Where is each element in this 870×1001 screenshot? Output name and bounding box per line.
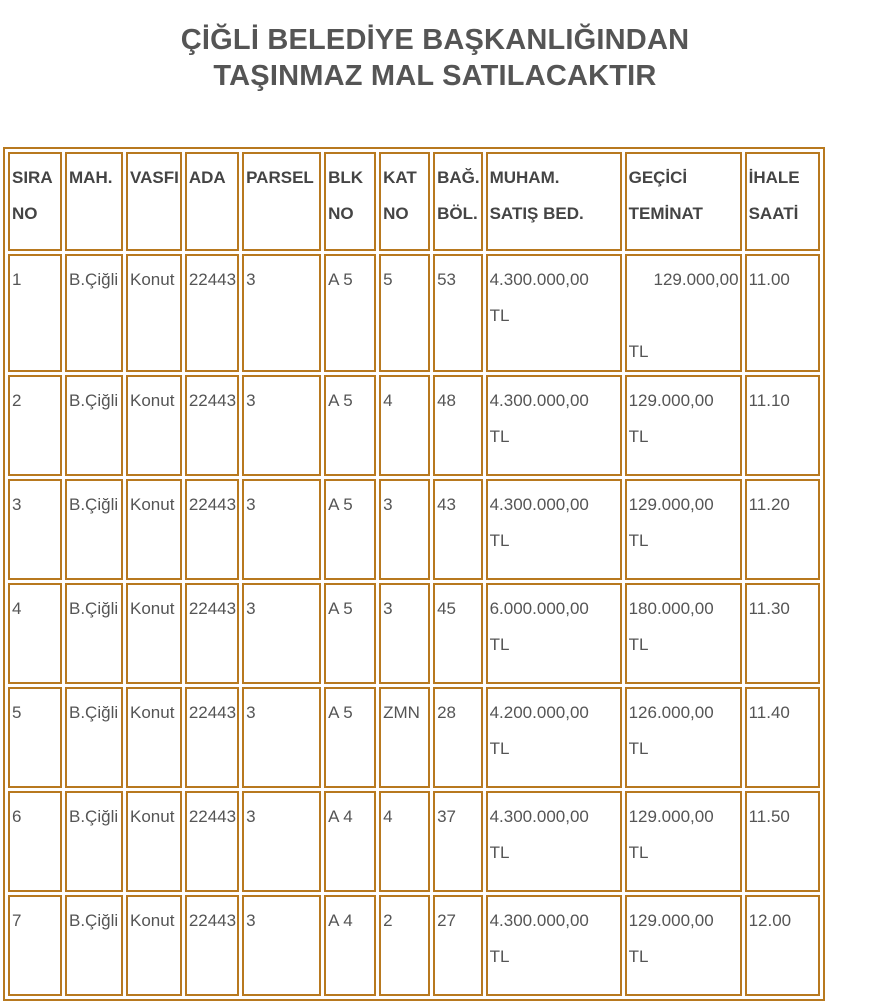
cell-gecici: 129.000,00 TL — [625, 254, 742, 372]
cell-vasfi: Konut — [126, 479, 182, 580]
cell-mah: B.Çiğli — [65, 791, 123, 892]
cell-ada: 22443 — [185, 583, 239, 684]
cell-kat: 3 — [379, 479, 430, 580]
cell-vasfi: Konut — [126, 687, 182, 788]
table-row — [8, 583, 820, 684]
cell-vasfi: Konut — [126, 791, 182, 892]
cell-parsel: 3 — [242, 583, 321, 684]
cell-sira: 4 — [8, 583, 62, 684]
header-blk: BLK NO — [324, 152, 376, 251]
cell-parsel: 3 — [242, 375, 321, 476]
page-title-line-1: ÇİĞLİ BELEDİYE BAŞKANLIĞINDAN — [180, 24, 690, 56]
cell-ada: 22443 — [185, 254, 239, 372]
cell-bag: 27 — [433, 895, 483, 996]
cell-mah: B.Çiğli — [65, 583, 123, 684]
cell-muham: 4.300.000,00 TL — [486, 479, 622, 580]
header-ihale: İHALE SAATİ — [745, 152, 820, 251]
header-kat: KAT NO — [379, 152, 430, 251]
cell-bag: 43 — [433, 479, 483, 580]
cell-parsel: 3 — [242, 687, 321, 788]
table-row — [8, 254, 820, 372]
cell-bag: 48 — [433, 375, 483, 476]
cell-ada: 22443 — [185, 687, 239, 788]
cell-vasfi: Konut — [126, 895, 182, 996]
table-row — [8, 375, 820, 476]
cell-mah: B.Çiğli — [65, 479, 123, 580]
cell-blk: A 5 — [324, 479, 376, 580]
cell-blk: A 5 — [324, 583, 376, 684]
cell-kat: 3 — [379, 583, 430, 684]
cell-bag: 53 — [433, 254, 483, 372]
cell-parsel: 3 — [242, 254, 321, 372]
cell-bag: 28 — [433, 687, 483, 788]
cell-vasfi: Konut — [126, 375, 182, 476]
cell-muham: 4.300.000,00 TL — [486, 254, 622, 372]
header-bag: BAĞ. BÖL. — [433, 152, 483, 251]
table-header-row — [8, 152, 820, 251]
cell-parsel: 3 — [242, 791, 321, 892]
cell-muham: 6.000.000,00 TL — [486, 583, 622, 684]
cell-blk: A 5 — [324, 254, 376, 372]
cell-muham: 4.300.000,00 TL — [486, 375, 622, 476]
cell-blk: A 4 — [324, 895, 376, 996]
header-vasfi: VASFI — [126, 152, 182, 251]
cell-kat: 4 — [379, 791, 430, 892]
header-parsel: PARSEL — [242, 152, 321, 251]
header-sira: SIRA NO — [8, 152, 62, 251]
cell-gecici: 180.000,00 TL — [625, 583, 742, 684]
cell-gecici: 129.000,00 TL — [625, 375, 742, 476]
page-title-line-2: TAŞINMAZ MAL SATILACAKTIR — [213, 60, 657, 92]
cell-kat: 5 — [379, 254, 430, 372]
cell-bag: 37 — [433, 791, 483, 892]
cell-ihale: 11.30 — [745, 583, 820, 684]
cell-kat: 4 — [379, 375, 430, 476]
cell-sira: 7 — [8, 895, 62, 996]
cell-ada: 22443 — [185, 895, 239, 996]
cell-muham: 4.300.000,00 TL — [486, 791, 622, 892]
cell-bag: 45 — [433, 583, 483, 684]
cell-ihale: 11.40 — [745, 687, 820, 788]
cell-ada: 22443 — [185, 791, 239, 892]
cell-parsel: 3 — [242, 479, 321, 580]
header-muham: MUHAM. SATIŞ BED. — [486, 152, 622, 251]
cell-ihale: 12.00 — [745, 895, 820, 996]
table-row — [8, 687, 820, 788]
cell-ada: 22443 — [185, 375, 239, 476]
cell-gecici: 126.000,00 TL — [625, 687, 742, 788]
cell-mah: B.Çiğli — [65, 375, 123, 476]
cell-blk: A 5 — [324, 375, 376, 476]
property-sale-table — [3, 147, 825, 1001]
cell-gecici: 129.000,00 TL — [625, 479, 742, 580]
cell-ada: 22443 — [185, 479, 239, 580]
header-ada: ADA — [185, 152, 239, 251]
cell-sira: 1 — [8, 254, 62, 372]
cell-mah: B.Çiğli — [65, 687, 123, 788]
cell-blk: A 5 — [324, 687, 376, 788]
cell-gecici: 129.000,00 TL — [625, 895, 742, 996]
header-gecici: GEÇİCİ TEMİNAT — [625, 152, 742, 251]
cell-mah: B.Çiğli — [65, 254, 123, 372]
cell-sira: 6 — [8, 791, 62, 892]
cell-ihale: 11.00 — [745, 254, 820, 372]
cell-muham: 4.200.000,00 TL — [486, 687, 622, 788]
table-row — [8, 895, 820, 996]
cell-blk: A 4 — [324, 791, 376, 892]
cell-parsel: 3 — [242, 895, 321, 996]
cell-vasfi: Konut — [126, 583, 182, 684]
cell-sira: 2 — [8, 375, 62, 476]
cell-kat: ZMN — [379, 687, 430, 788]
cell-ihale: 11.10 — [745, 375, 820, 476]
cell-ihale: 11.50 — [745, 791, 820, 892]
cell-mah: B.Çiğli — [65, 895, 123, 996]
cell-kat: 2 — [379, 895, 430, 996]
cell-muham: 4.300.000,00 TL — [486, 895, 622, 996]
cell-sira: 3 — [8, 479, 62, 580]
cell-gecici: 129.000,00 TL — [625, 791, 742, 892]
cell-sira: 5 — [8, 687, 62, 788]
cell-vasfi: Konut — [126, 254, 182, 372]
table-row — [8, 479, 820, 580]
table-row — [8, 791, 820, 892]
cell-ihale: 11.20 — [745, 479, 820, 580]
header-mah: MAH. — [65, 152, 123, 251]
